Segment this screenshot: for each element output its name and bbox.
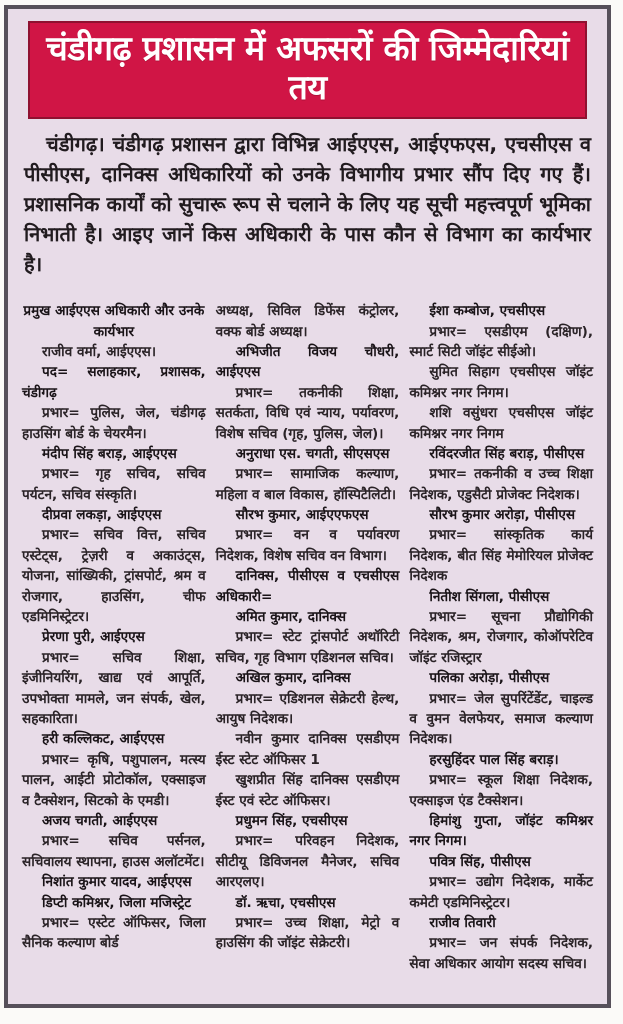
article-paragraph: ईशा कम्बोज, एचसीएस: [429, 303, 546, 320]
article-paragraph: प्रभार= तकनीकी व उच्च शिक्षा निदेशक, एडुसैटी प्रोजेक्ट निदेशक।: [409, 466, 594, 503]
article-paragraph: प्रभार= सचिव पर्सनल, सचिवालय स्थापना, हाउस अलॉटमेंट।: [22, 833, 206, 870]
article-paragraph: अखिल कुमार, दानिक्स: [235, 670, 351, 687]
article-paragraph: प्रभार= एडिशनल सेक्रेटरी हेल्थ, आयुष निदेशक।: [215, 690, 400, 727]
article-paragraph: पद= सलाहकार, प्रशासक, चंडीगढ़: [22, 364, 206, 401]
article-paragraph: प्रेरणा पुरी, आईएएस: [42, 629, 145, 646]
article-paragraph: प्रभार= स्टेट ट्रांसपोर्ट अथॉरिटी सचिव, गृह विभाग एडिशनल सचिव।: [215, 629, 400, 666]
article-paragraph: प्रभार= उच्च शिक्षा, मेट्रो व हाउसिंग की जॉइंट सेक्रेटरी।: [215, 914, 400, 952]
article-paragraph: निशांत कुमार यादव, आईएएस: [42, 874, 192, 891]
article-paragraph: नितीश सिंगला, पीसीएस: [429, 588, 550, 605]
headline-banner: [28, 21, 587, 119]
headline-text: चंडीगढ़ प्रशासन में अफसरों की जिम्मेदारियां तय: [46, 29, 569, 109]
article-paragraph: सौरभ कुमार, आईएएफएस: [235, 507, 369, 524]
article-paragraph: दीप्रवा लकड़ा, आईएएस: [42, 507, 162, 524]
newspaper-clipping: [4, 5, 611, 1008]
article-paragraph: पवित्र सिंह, पीसीएस: [429, 853, 531, 870]
article-paragraph: अजय चगती, आईएएस: [42, 812, 158, 829]
article-paragraph: राजीव तिवारी: [429, 914, 496, 931]
article-paragraph: रविंदरजीत सिंह बराड़, पीसीएस: [429, 445, 585, 462]
article-paragraph: नवीन कुमार दानिक्स एसडीएम ईस्ट स्टेट ऑफिसर 1: [215, 731, 400, 768]
article-paragraph: दानिक्स, पीसीएस व एचसीएस अधिकारी=: [215, 568, 400, 605]
article-paragraph: पलिका अरोड़ा, पीसीएस: [429, 670, 550, 687]
article-paragraph: राजीव वर्मा, आईएएस।: [42, 343, 157, 360]
article-column-1: [22, 301, 206, 974]
article-paragraph: प्रभार= जेल सुपरिंटेंडेंट, चाइल्ड व वुमन वेलफेयर, समाज कल्याण निदेशक।: [409, 690, 594, 748]
article-paragraph: प्रभार= एसडीएम (दक्षिण), स्मार्ट सिटी जॉइंट सीईओ।: [409, 323, 594, 360]
article-paragraph: प्रभार= उद्योग निदेशक, मार्केट कमेटी एडमिनिस्ट्रेटर।: [409, 874, 594, 911]
article-paragraph: प्रभार= सामाजिक कल्याण, महिला व बाल विकास, हॉस्पिटैलिटी।: [215, 466, 400, 503]
article-paragraph: प्रभार= तकनीकी शिक्षा, सतर्कता, विधि एवं न्याय, पर्यावरण, विशेष सचिव (गृह, पुलिस, जेल)।: [215, 384, 400, 442]
article-paragraph: प्रभार= पुलिस, जेल, चंडीगढ़ हाउसिंग बोर्ड के चेयरमैन।: [22, 405, 206, 442]
article-paragraph: प्रमुख आईएएस अधिकारी और उनके कार्यभार: [23, 303, 205, 340]
article-paragraph: अभिजीत विजय चौधरी, आईएएस: [215, 343, 400, 381]
article-paragraph: प्रभार= जन संपर्क निदेशक, सेवा अधिकार आयोग सदस्य सचिव।: [409, 935, 594, 972]
article-paragraph: प्रभार= स्कूल शिक्षा निदेशक, एक्साइज एंड टैक्सेशन।: [409, 772, 594, 809]
article-paragraph: अमित कुमार, दानिक्स: [235, 609, 347, 626]
article-paragraph: सौरभ कुमार अरोड़ा, पीसीएस: [429, 507, 576, 524]
article-paragraph: प्रभार= सूचना प्रौद्योगिकी निदेशक, श्रम, रोजगार, कोऑपरेटिव जॉइंट रजिस्ट्रार: [409, 609, 594, 666]
article-paragraph: अध्यक्ष, सिविल डिफेंस कंट्रोलर, वक्फ बोर्ड अध्यक्ष।: [215, 303, 400, 340]
article-paragraph: खुशप्रीत सिंह दानिक्स एसडीएम ईस्ट एवं स्टेट ऑफिसर।: [215, 772, 400, 809]
article-paragraph: हिमांशु गुप्ता, जॉइंट कमिश्नर नगर निगम।: [409, 812, 594, 850]
article-paragraph: प्रभार= गृह सचिव, सचिव पर्यटन, सचिव संस्कृति।: [22, 466, 206, 503]
article-paragraph: प्रभार= एस्टेट ऑफिसर, जिला सैनिक कल्याण बोर्ड: [22, 914, 206, 952]
article-paragraph: डॉ. ऋचा, एचसीएस: [235, 894, 336, 911]
article-paragraph: मंदीप सिंह बराड़, आईएएस: [42, 445, 177, 462]
article-paragraph: प्रभार= सचिव शिक्षा, इंजीनियरिंग, खाद्य एवं आपूर्ति, उपभोक्ता मामले, जन संपर्क, खेल, सहकारिता।: [22, 649, 206, 727]
article-paragraph: हरी कल्लिकट, आईएएस: [42, 731, 165, 748]
article-paragraph: शशि वसुंधरा एचसीएस जॉइंट कमिश्नर नगर निगम: [409, 405, 594, 442]
article-columns: [20, 295, 595, 974]
article-paragraph: हरसुहिंदर पाल सिंह बराड़।: [429, 751, 559, 768]
article-paragraph: प्रभार= सचिव वित्त, सचिव एस्टेट्स, ट्रेज़री व अकाउंट्स, योजना, सांख्यिकी, ट्रांसपोर्ट, श्रम व रोजगार, हाउसिंग, चीफ एडमिनिस्ट्रेटर।: [22, 527, 206, 626]
article-paragraph: सुमित सिहाग एचसीएस जॉइंट कमिश्नर नगर निगम।: [409, 364, 594, 401]
article-paragraph: प्रभार= सांस्कृतिक कार्य निदेशक, बीत सिंह मेमोरियल प्रोजेक्ट निदेशक: [409, 527, 594, 585]
article-paragraph: प्रभार= वन व पर्यावरण निदेशक, विशेष सचिव वन विभाग।: [215, 527, 400, 564]
article-column-3: [409, 301, 593, 974]
article-paragraph: प्रभार= परिवहन निदेशक, सीटीयू डिविजनल मैनेजर, सचिव आरएलए।: [215, 833, 400, 891]
article-paragraph: प्रभार= कृषि, पशुपालन, मत्स्य पालन, आईटी प्रोटोकॉल, एक्साइज व टैक्सेशन, सिटको के एमडी।: [22, 751, 206, 809]
article-column-2: [216, 301, 400, 974]
intro-paragraph: चंडीगढ़। चंडीगढ़ प्रशासन द्वारा विभिन्न आईएएस, आईएफएस, एचसीएस व पीसीएस, दानिक्स अधिकारियों को उनके विभागीय प्रभार सौंप दिए गए हैं। प्रशासनिक कार्यों को सुचारू रूप से चलाने के लिए यह सूची महत्त्वपूर्ण भूमिका निभाती है। आइए जानें किस अधिकारी के पास कौन से विभाग का कार्यभार है।: [24, 132, 591, 277]
article-paragraph: डिप्टी कमिश्नर, जिला मजिस्ट्रेट: [42, 894, 192, 911]
article-paragraph: अनुराधा एस. चगती, सीएसएस: [235, 445, 390, 462]
article-paragraph: प्रधुमन सिंह, एचसीएस: [235, 812, 348, 829]
